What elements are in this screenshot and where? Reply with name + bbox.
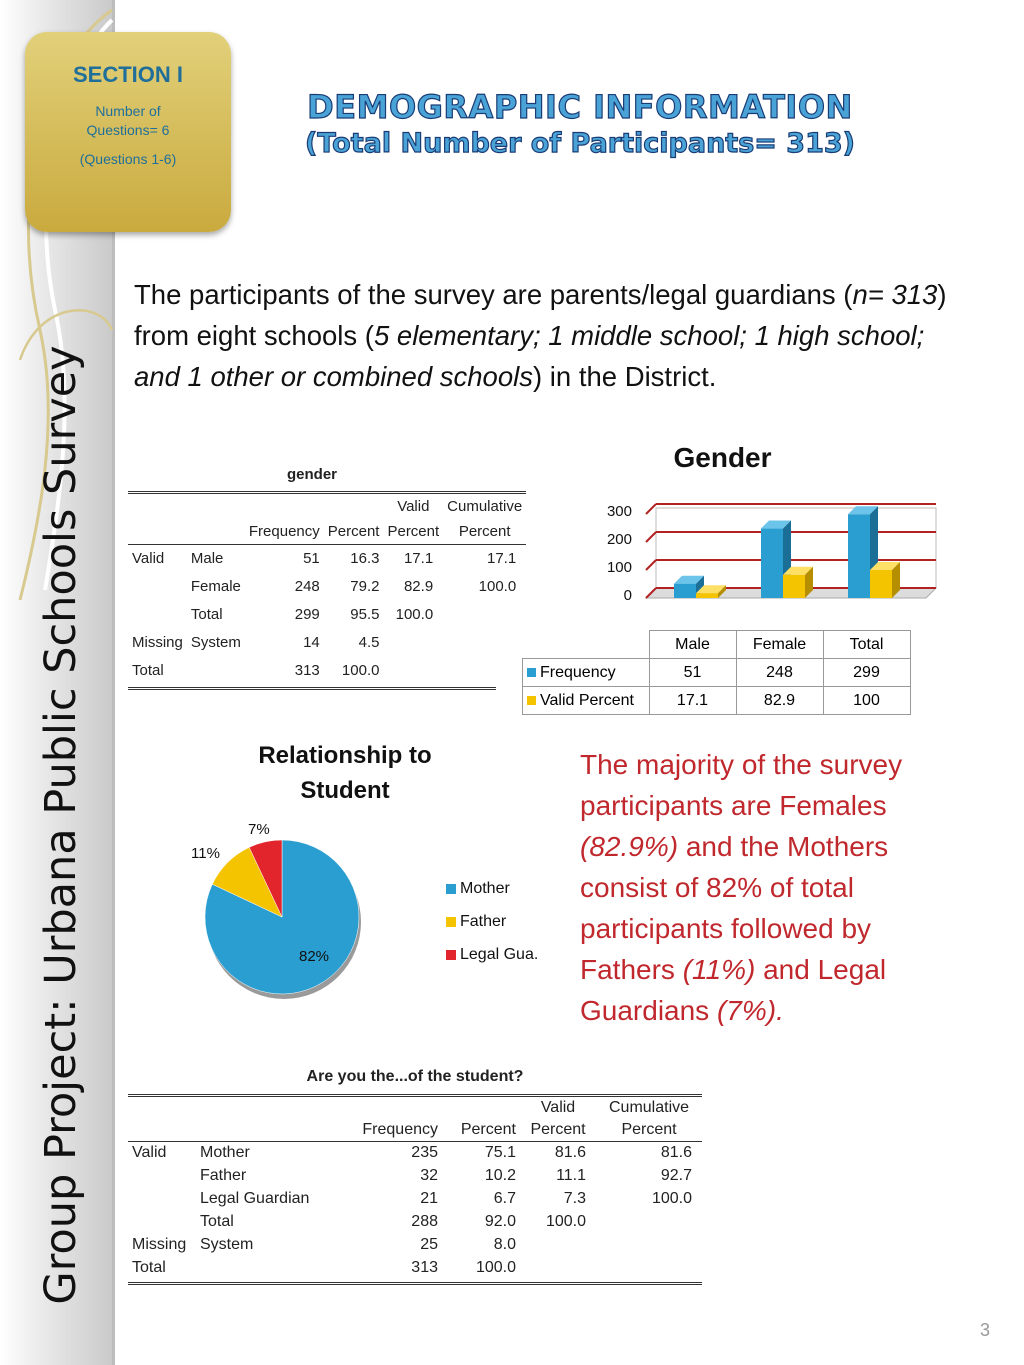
bar [783, 575, 805, 598]
cell-percent: 6.7 [493, 1190, 516, 1207]
table-row [128, 1257, 702, 1280]
cell-group: Valid [132, 1144, 167, 1162]
gender-chart-data-table [522, 630, 911, 715]
y-tick-label: 0 [623, 587, 632, 604]
intro-n-value: = 313 [867, 279, 938, 310]
cell-valid-percent: 17.1 [403, 550, 434, 568]
pie-label-father: 11% [191, 845, 220, 862]
section-question-count-label: Number of [95, 103, 161, 119]
table-row [128, 1211, 702, 1234]
category-label-female: Female [736, 631, 823, 659]
cell-cumulative: 81.6 [660, 1144, 692, 1162]
cell-percent: 8.0 [493, 1236, 516, 1253]
cell-percent: 10.2 [484, 1167, 516, 1184]
table-row [128, 573, 526, 601]
cell-cumulative [596, 1234, 702, 1257]
cell-label: Male [190, 550, 224, 568]
cell-group: Total [132, 1259, 166, 1276]
frequency-male-value: 51 [649, 659, 736, 687]
gender-header-valid-percent: Percent [387, 522, 440, 540]
cell-cumulative [443, 629, 526, 657]
gridline-side [646, 532, 656, 542]
legend-label-mother: Mother [460, 880, 510, 897]
sidebar-title: Group Project: Urbana Public Schools Survey [36, 345, 86, 1305]
relationship-header-valid: Valid [540, 1098, 576, 1116]
legend-item-legal [446, 946, 538, 964]
relationship-table [128, 1068, 702, 1285]
cell-valid-percent: 100.0 [395, 606, 434, 623]
relationship-table-bottom-rule [128, 1282, 702, 1285]
cell-group: Total [132, 662, 164, 679]
cell-valid-percent [520, 1234, 596, 1257]
father-swatch [446, 917, 456, 927]
gender-header-percent: Percent [327, 522, 380, 540]
cell-label: System [190, 634, 241, 651]
cell-label: Female [190, 578, 241, 595]
cell-cumulative: 100.0 [651, 1190, 692, 1207]
gender-table-bottom-rule [128, 687, 496, 690]
y-tick-label: 100 [606, 559, 632, 576]
table-row [128, 657, 526, 685]
page-number: 3 [980, 1320, 991, 1340]
legend-label-father: Father [460, 913, 507, 930]
cell-group: Missing [132, 634, 183, 651]
relationship-chart-title-line1: Relationship to [258, 742, 432, 769]
cell-label: Total [200, 1213, 234, 1230]
cell-frequency: 14 [303, 634, 320, 651]
findings-summary [580, 744, 970, 1031]
mother-swatch [446, 884, 456, 894]
table-row [128, 601, 526, 629]
frequency-swatch [527, 668, 536, 677]
series-name-valid-percent: Valid Percent [540, 691, 634, 709]
cell-cumulative [443, 601, 526, 629]
gender-header-cumulative: Cumulative [447, 497, 523, 515]
cell-frequency: 235 [411, 1144, 438, 1162]
finding-female-pct: (82.9%) [580, 831, 679, 862]
cell-cumulative [596, 1211, 702, 1234]
gender-table-caption: gender [286, 466, 337, 483]
cell-cumulative: 100.0 [478, 578, 517, 595]
cell-label: Mother [200, 1144, 250, 1162]
section-question-range: (Questions 1-6) [79, 151, 177, 167]
cell-percent: 95.5 [350, 606, 380, 623]
cell-frequency: 248 [294, 578, 320, 595]
cell-frequency: 288 [411, 1213, 438, 1230]
cell-label: System [200, 1236, 254, 1253]
intro-n-label: n [852, 279, 868, 310]
cell-cumulative [596, 1257, 702, 1280]
cell-label [187, 657, 245, 685]
page-subtitle: (Total Number of Participants= 313) [305, 128, 855, 159]
finding-legal-pct: (7%). [716, 995, 784, 1026]
frequency-total-value: 299 [823, 659, 910, 687]
finding-text-1: The majority of the survey participants are Females [580, 749, 903, 821]
relationship-chart-title-line2: Student [300, 777, 390, 804]
finding-text-3: and Legal Guardians [580, 954, 887, 1026]
table-row [128, 1142, 702, 1165]
series-name-frequency: Frequency [540, 663, 616, 681]
cell-label: Father [200, 1167, 247, 1184]
cell-frequency: 313 [294, 662, 320, 679]
finding-text-2: and the Mothers consist of 82% of total participants followed by Fathers [580, 831, 889, 985]
cell-valid-percent: 81.6 [554, 1144, 587, 1162]
cell-frequency: 51 [303, 550, 320, 568]
cell-cumulative [443, 657, 526, 685]
table-row [128, 629, 526, 657]
gridline-side [646, 504, 656, 514]
cell-percent: 100.0 [475, 1259, 516, 1276]
relationship-header-percent: Percent [460, 1120, 516, 1138]
intro-text-2: ) from eight schools ( [134, 279, 947, 351]
gender-header-frequency: Frequency [248, 522, 320, 540]
cell-percent: 4.5 [358, 634, 380, 651]
finding-father-pct: (11%) [682, 954, 756, 985]
cell-percent: 79.2 [350, 578, 380, 595]
pie-label-legal: 7% [248, 821, 270, 838]
cell-group [128, 1188, 196, 1211]
bar [674, 584, 696, 598]
cell-valid-percent [383, 629, 443, 657]
legend-label-legal: Legal Gua. [460, 946, 539, 963]
relationship-header-frequency: Frequency [362, 1120, 438, 1138]
cell-valid-percent: 11.1 [556, 1167, 587, 1184]
relationship-header-valid-percent: Percent [530, 1120, 586, 1138]
valid-percent-swatch [527, 696, 536, 705]
legend-item-father [446, 913, 506, 931]
relationship-chart-title [210, 738, 480, 808]
cell-group: Valid [132, 550, 165, 568]
cell-valid-percent: 82.9 [403, 578, 434, 595]
table-row [128, 1234, 702, 1257]
frequency-female-value: 248 [736, 659, 823, 687]
bar [848, 514, 870, 598]
gender-header-cum-percent: Percent [458, 522, 511, 540]
relationship-table-caption: Are you the...of the student? [306, 1068, 524, 1085]
cell-valid-percent [383, 657, 443, 685]
cell-valid-percent: 100.0 [545, 1213, 587, 1230]
gender-bar-chart [590, 500, 950, 612]
cell-percent: 100.0 [341, 662, 380, 679]
table-row [128, 1188, 702, 1211]
intro-paragraph [134, 274, 964, 397]
cell-group [128, 573, 187, 601]
cell-cumulative: 92.7 [660, 1167, 692, 1184]
bar [870, 570, 892, 598]
page-title: DEMOGRAPHIC INFORMATION [307, 88, 853, 126]
intro-text-1: The participants of the survey are parents/legal guardians ( [134, 279, 853, 310]
cell-group [128, 1211, 196, 1234]
cell-label: Legal Guardian [200, 1190, 310, 1207]
relationship-header-cumulative: Cumulative [608, 1098, 690, 1116]
cell-frequency: 25 [420, 1236, 438, 1253]
cell-group [128, 601, 187, 629]
cell-group: Missing [132, 1236, 187, 1253]
bar [696, 593, 718, 598]
cell-label [196, 1257, 334, 1280]
bar [761, 529, 783, 598]
section-badge [25, 32, 231, 232]
cell-percent: 16.3 [350, 550, 380, 568]
legend-item-mother [446, 880, 510, 898]
legal-swatch [446, 950, 456, 960]
gender-table [128, 466, 523, 690]
valid-percent-male-value: 17.1 [649, 687, 736, 715]
cell-frequency: 313 [411, 1259, 438, 1276]
cell-percent: 92.0 [484, 1213, 516, 1230]
intro-schools: 5 elementary; 1 middle school; 1 high school; and 1 other or combined schools [134, 320, 925, 392]
cell-percent: 75.1 [484, 1144, 516, 1162]
table-row [128, 1165, 702, 1188]
gender-chart-title: Gender [673, 442, 772, 473]
y-tick-label: 200 [606, 531, 632, 548]
cell-label: Total [190, 606, 223, 623]
section-question-count: Questions= 6 [86, 122, 170, 138]
cell-cumulative: 17.1 [487, 550, 517, 568]
cell-frequency: 32 [420, 1167, 438, 1184]
gender-header-valid: Valid [397, 497, 430, 515]
cell-frequency: 299 [294, 606, 320, 623]
category-label-male: Male [649, 631, 736, 659]
valid-percent-total-value: 100 [823, 687, 910, 715]
relationship-header-cum-percent: Percent [621, 1120, 677, 1138]
category-label-total: Total [823, 631, 910, 659]
intro-text-3: ) in the District. [533, 361, 717, 392]
cell-valid-percent: 7.3 [563, 1190, 587, 1207]
y-tick-label: 300 [606, 503, 632, 520]
table-row [128, 545, 526, 573]
gridline-side [646, 560, 656, 570]
page-title-block [250, 88, 910, 159]
valid-percent-female-value: 82.9 [736, 687, 823, 715]
cell-valid-percent [520, 1257, 596, 1280]
cell-frequency: 21 [420, 1190, 438, 1207]
relationship-pie-chart [200, 840, 370, 1005]
pie-label-mother: 82% [299, 948, 330, 965]
cell-group [128, 1165, 196, 1188]
section-title: SECTION I [72, 62, 183, 87]
